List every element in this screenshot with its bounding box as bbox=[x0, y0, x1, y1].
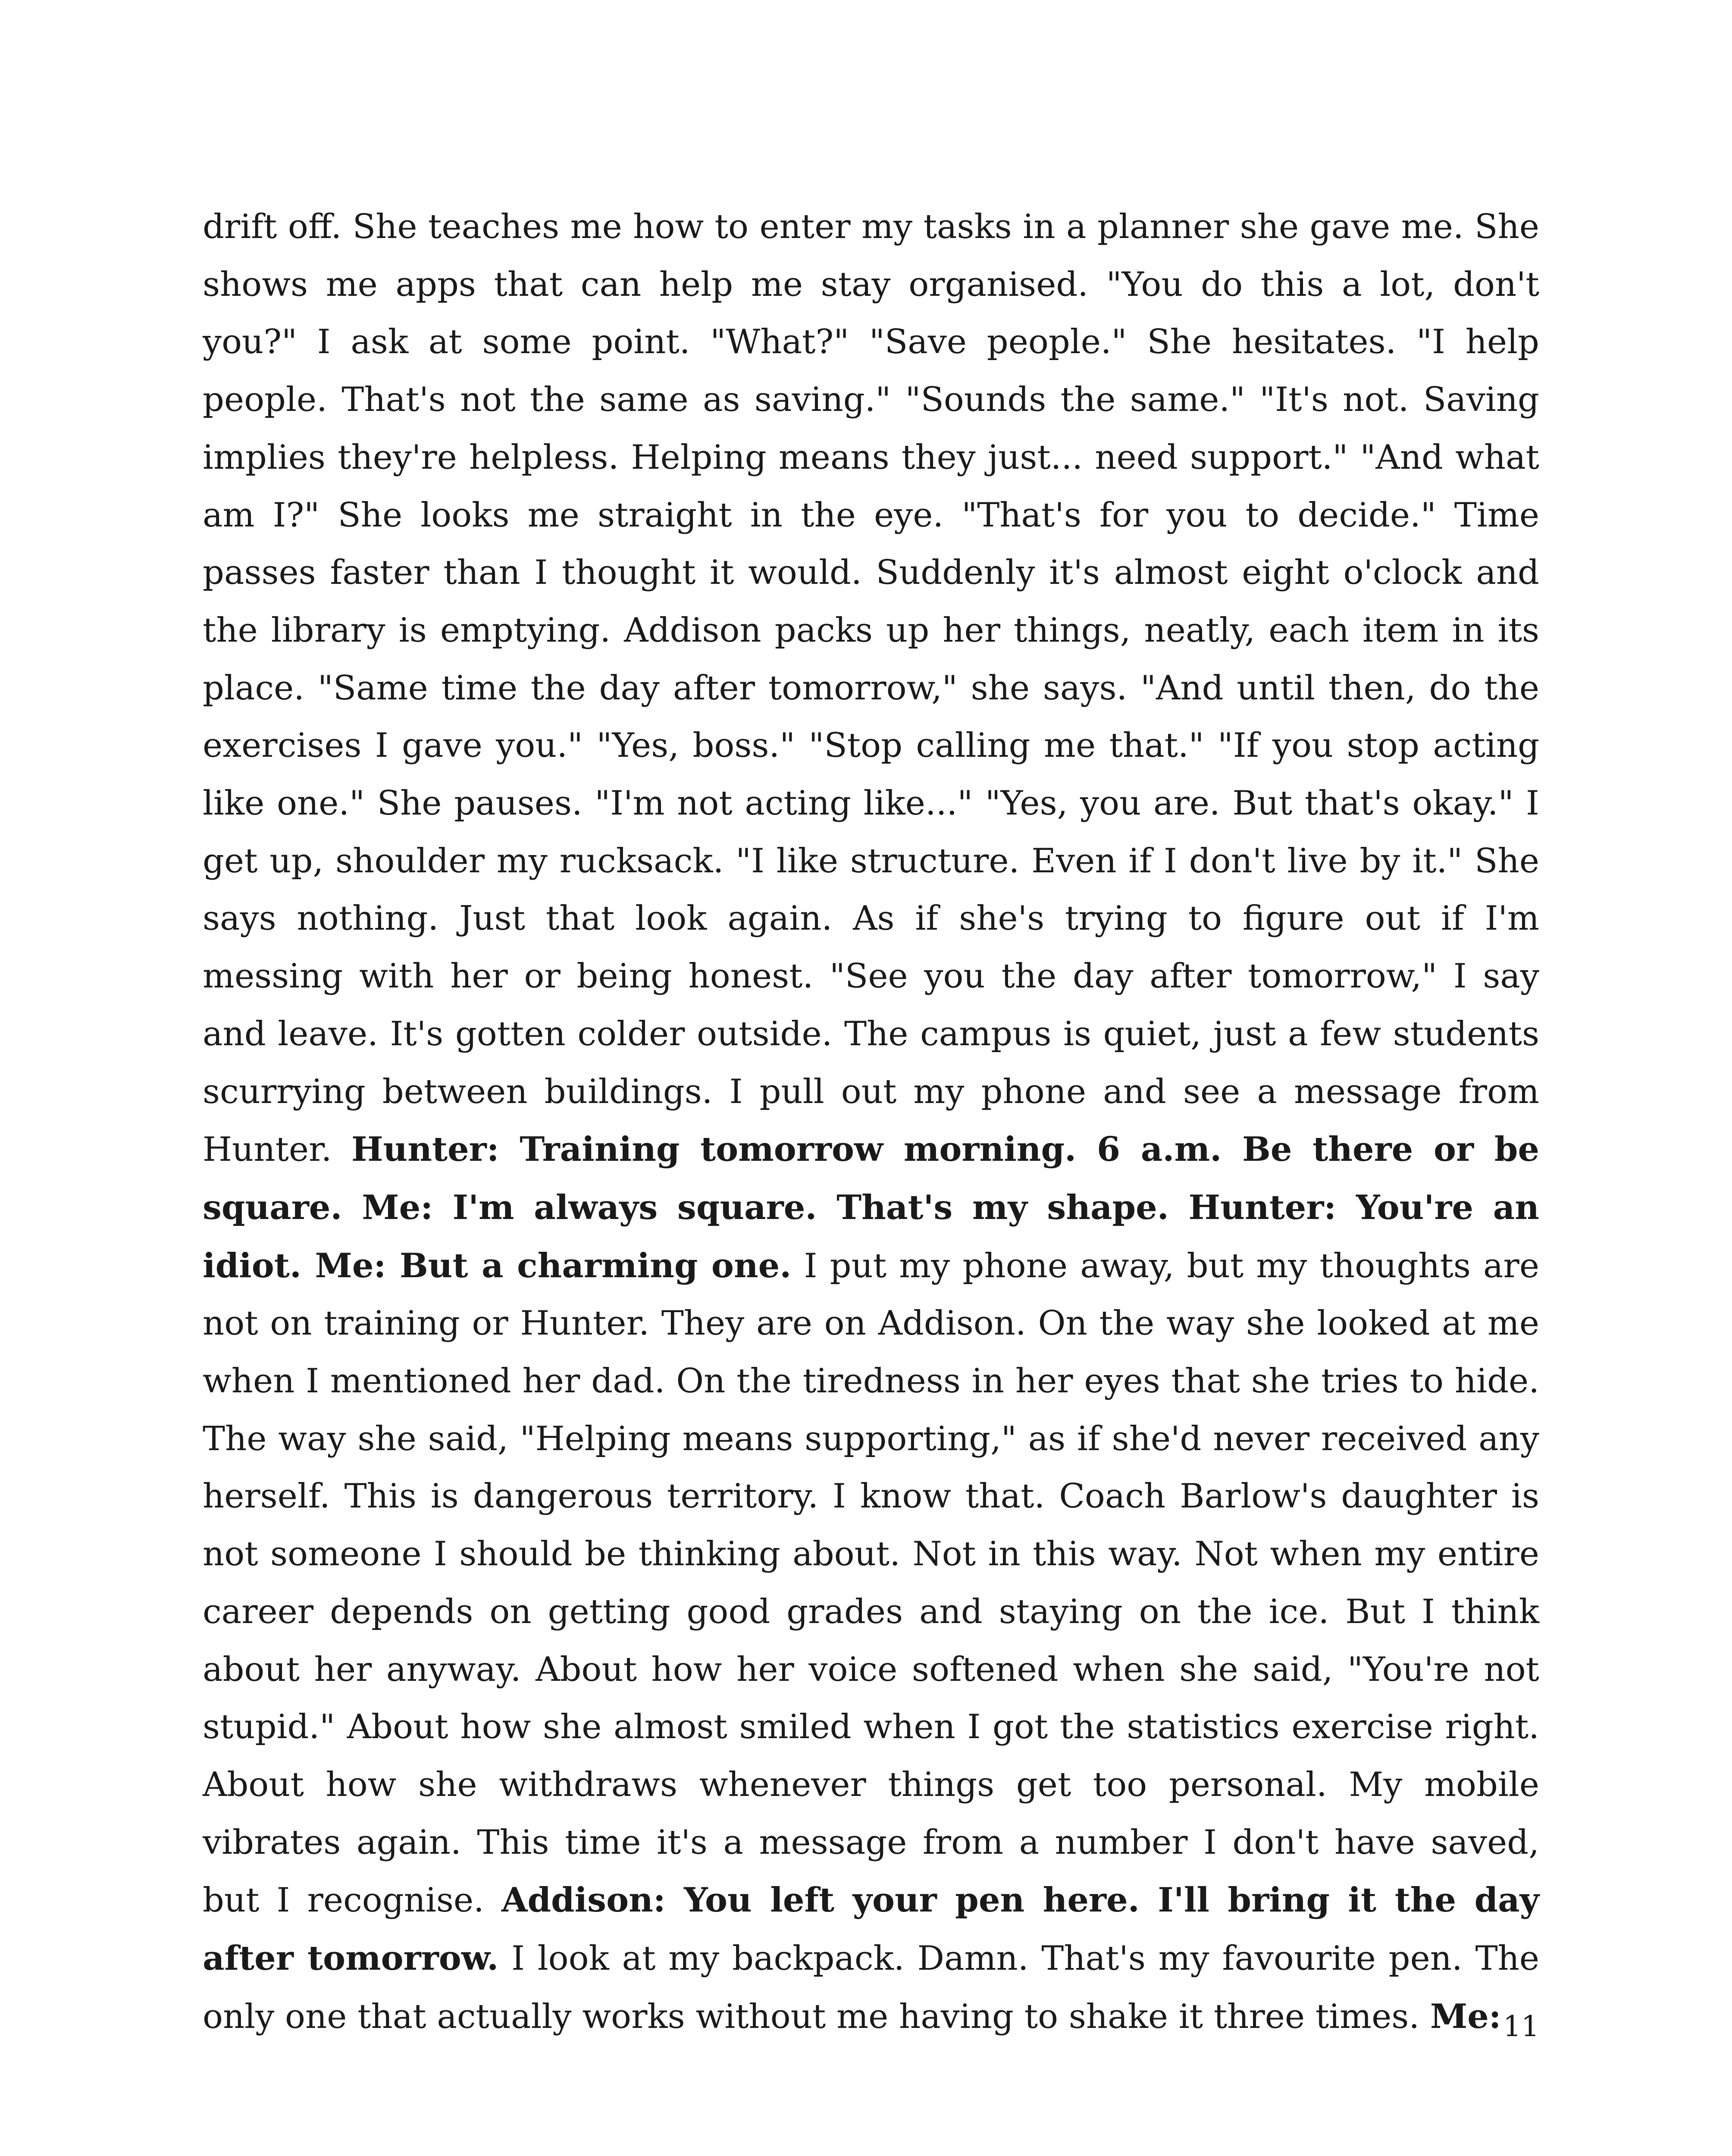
text-segment-1: drift off. She teaches me how to enter my tasks in a planner she gave me. She shows me apps that can help me stay organised. "You do this a lot, don't you?" I ask at some point. "What?" "Save people." She hesitates. "I help people. That's not the same as saving." "Sounds the same." "It's not. Saving implies they're helpless. Helping means they just... need support." "And what am I?" She looks me straight in the eye. "That's for you to decide." Time passes faster than I thought it would. Suddenly it's almost eight o'clock and the library is emptying. Addison packs up her things, neatly, each item in its place. "Same time the day after tomorrow," she says. "And until then, do the exercises I gave you." "Yes, boss." "Stop calling me that." "If you stop acting like one." She pauses. "I'm not acting like..." "Yes, you are. But that's okay." I get up, shoulder my rucksack. "I like structure. Even if I don't live by it." She says nothing. Just that look again. As if she's trying to figure out if I'm messing with her or being honest. "See you the day after tomorrow," I say and leave. It's gotten colder outside. The campus is quiet, just a few students scurrying between buildings. I pull out my phone and see a message from Hunter. bbox=[203, 207, 1539, 1169]
body-paragraph bbox=[203, 198, 1539, 2046]
text-segment-2: I put my phone away, but my thoughts are not on training or Hunter. They are on Addison. On the way she looked at me when I mentioned her dad. On the tiredness in her eyes that she tries to hide. The way she said, "Helping means supporting," as if she'd never received any herself. This is dangerous territory. I know that. Coach Barlow's daughter is not someone I should be thinking about. Not in this way. Not when my entire career depends on getting good grades and staying on the ice. But I think about her anyway. About how her voice softened when she said, "You're not stupid." About how she almost smiled when I got the statistics exercise right. About how she withdraws whenever things get too personal. My mobile vibrates again. This time it's a message from a number I don't have saved, but I recognise. bbox=[203, 1246, 1539, 1920]
page-number: 11 bbox=[1503, 2010, 1539, 2043]
text-message-addison: Addison: You left your pen here. I'll bring it the day after tomorrow. bbox=[203, 1880, 1539, 1978]
text-message-hunter: Hunter: Training tomorrow morning. 6 a.m. Be there or be square. Me: I'm always square. That's my shape. Hunter: You're an idiot. Me: But a charming one. bbox=[203, 1130, 1539, 1285]
text-message-me: Me: bbox=[1430, 1996, 1501, 2036]
text-segment-3: I look at my backpack. Damn. That's my favourite pen. The only one that actually works without me having to shake it three times. bbox=[203, 1939, 1540, 2036]
